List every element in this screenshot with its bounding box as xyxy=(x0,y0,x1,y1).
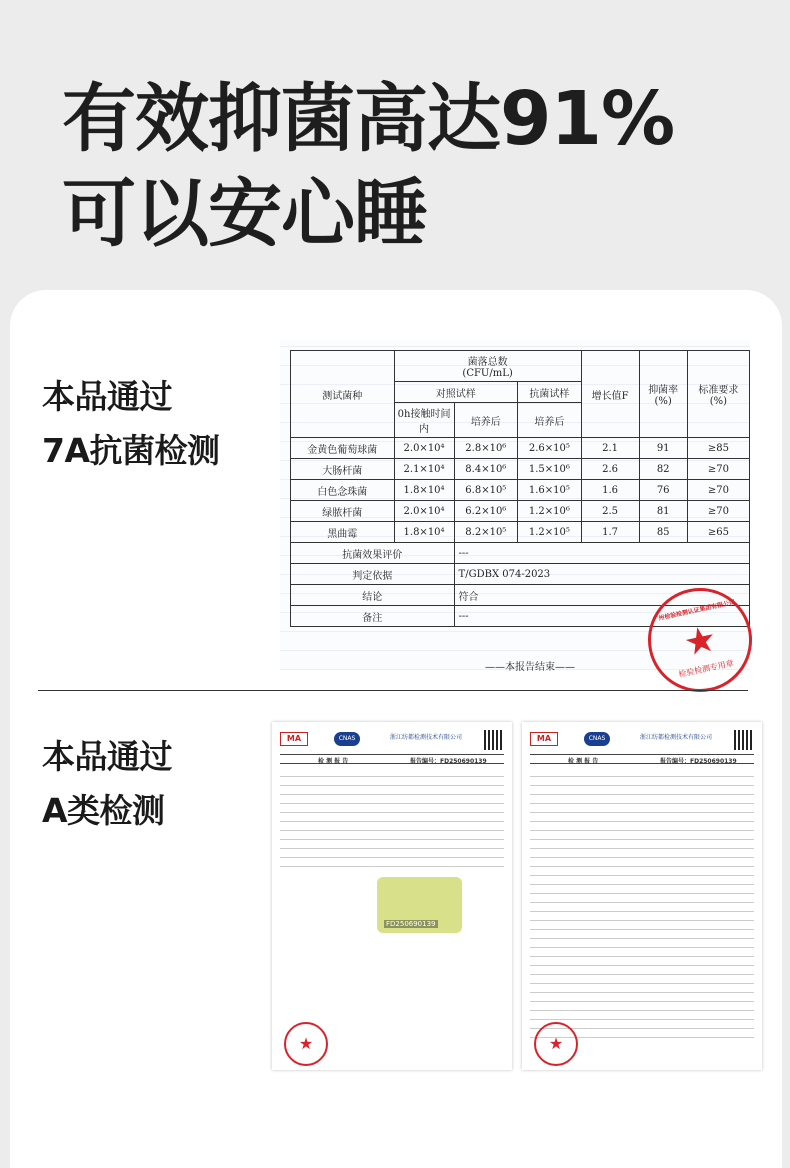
cell-rate: 91 xyxy=(639,438,687,459)
cell-rate: 76 xyxy=(639,480,687,501)
cell-c1: 8.4×10⁶ xyxy=(454,459,518,480)
headline-line1: 有效抑菌高达91% xyxy=(62,76,675,162)
sheet2-title-bar xyxy=(530,754,754,764)
th-antibacterial: 抗菌试样 xyxy=(518,382,582,403)
th-after-culture-2: 培养后 xyxy=(518,403,582,438)
sheet2-title: 检 测 报 告 xyxy=(568,758,599,765)
section2-label xyxy=(42,730,172,838)
stamp-star-icon: ★ xyxy=(548,1034,564,1053)
sample-id: FD250690139 xyxy=(386,920,436,928)
qr-code-icon xyxy=(734,730,754,750)
th-rate xyxy=(639,351,687,438)
cell-f: 2.1 xyxy=(581,438,639,459)
table-row xyxy=(291,564,750,585)
sheet1-title: 检 测 报 告 xyxy=(318,758,349,765)
cell-f: 1.6 xyxy=(581,480,639,501)
cell-f: 2.5 xyxy=(581,501,639,522)
cell-a1: 1.6×10⁵ xyxy=(518,480,582,501)
cell-c1: 2.8×10⁶ xyxy=(454,438,518,459)
th-control: 对照试样 xyxy=(394,382,518,403)
cell-req: ≥70 xyxy=(687,501,749,522)
th-count xyxy=(394,351,581,382)
th-growth: 增长值F xyxy=(581,351,639,438)
sheet1-rows xyxy=(280,768,504,867)
cell-a1: 1.2×10⁵ xyxy=(518,522,582,543)
th-strain: 测试菌种 xyxy=(291,351,395,438)
report-end-text: ——本报告结束—— xyxy=(485,662,575,673)
section2-label-line1: 本品通过 xyxy=(42,737,172,776)
cell-a1: 2.6×10⁵ xyxy=(518,438,582,459)
cell-c0: 2.0×10⁴ xyxy=(394,438,454,459)
cell-rate: 85 xyxy=(639,522,687,543)
ma-logo-icon: MA xyxy=(530,732,558,746)
cell-c1: 6.8×10⁵ xyxy=(454,480,518,501)
cell-f: 2.6 xyxy=(581,459,639,480)
test-report-sheet-1 xyxy=(272,722,512,1070)
sheet2-rows xyxy=(530,768,754,1038)
section1-label-line2: 7A抗菌检测 xyxy=(42,431,220,470)
footer-key: 结论 xyxy=(291,585,455,606)
table-row xyxy=(291,522,750,543)
cell-req: ≥65 xyxy=(687,522,749,543)
section1-label-line1: 本品通过 xyxy=(42,377,172,416)
cell-strain: 金黄色葡萄球菌 xyxy=(291,438,395,459)
headline xyxy=(62,72,674,262)
stamp-bottom-text: 检验检测专用章 xyxy=(677,658,735,680)
cell-strain: 绿脓杆菌 xyxy=(291,501,395,522)
ma-logo-icon: MA xyxy=(280,732,308,746)
th-standard-label: 标准要求 xyxy=(698,385,739,396)
sheet1-report-no: 报告编号：FD250690139 xyxy=(410,758,487,765)
table-row xyxy=(291,543,750,564)
sheet1-org-name: 浙江纺都检测技术有限公司 xyxy=(390,734,463,741)
cell-rate: 81 xyxy=(639,501,687,522)
th-count-unit: (CFU/mL) xyxy=(462,368,513,379)
cell-rate: 82 xyxy=(639,459,687,480)
cnas-logo-icon: CNAS xyxy=(584,732,610,746)
th-after-culture: 培养后 xyxy=(454,403,518,438)
sheet1-logo-row xyxy=(280,730,504,750)
cell-c0: 2.1×10⁴ xyxy=(394,459,454,480)
cell-f: 1.7 xyxy=(581,522,639,543)
cell-c0: 1.8×10⁴ xyxy=(394,522,454,543)
th-standard-unit: (%) xyxy=(709,396,728,407)
th-count-label: 菌落总数 xyxy=(467,357,508,368)
footer-value: T/GDBX 074-2023 xyxy=(454,564,749,585)
cell-strain: 白色念珠菌 xyxy=(291,480,395,501)
sheet2-stamp xyxy=(534,1022,578,1066)
section-divider xyxy=(38,690,748,691)
section1-label xyxy=(42,370,220,478)
cell-a1: 1.5×10⁶ xyxy=(518,459,582,480)
footer-key: 备注 xyxy=(291,606,455,627)
stamp-star-icon: ★ xyxy=(680,618,721,665)
antibacterial-report xyxy=(280,340,750,680)
footer-key: 判定依据 xyxy=(291,564,455,585)
cell-req: ≥70 xyxy=(687,459,749,480)
headline-line2: 可以安心睡 xyxy=(62,171,427,257)
footer-value: --- xyxy=(454,543,749,564)
th-rate-label: 抑菌率 xyxy=(648,385,679,396)
cnas-logo-icon: CNAS xyxy=(334,732,360,746)
cell-req: ≥85 xyxy=(687,438,749,459)
footer-key: 抗菌效果评价 xyxy=(291,543,455,564)
cell-strain: 大肠杆菌 xyxy=(291,459,395,480)
antibacterial-table xyxy=(290,350,750,627)
footer-value: --- xyxy=(454,606,749,627)
sheet2-report-no: 报告编号：FD250690139 xyxy=(660,758,737,765)
cell-c1: 6.2×10⁶ xyxy=(454,501,518,522)
cell-c0: 2.0×10⁴ xyxy=(394,501,454,522)
table-row xyxy=(291,459,750,480)
cell-c0: 1.8×10⁴ xyxy=(394,480,454,501)
cell-strain: 黑曲霉 xyxy=(291,522,395,543)
footer-value: 符合 xyxy=(454,585,749,606)
th-contact-0h: 0h接触时间内 xyxy=(394,403,454,438)
sheet1-title-bar xyxy=(280,754,504,764)
sheet1-stamp xyxy=(284,1022,328,1066)
section2-label-line2: A类检测 xyxy=(42,791,165,830)
qr-code-icon xyxy=(484,730,504,750)
table-row xyxy=(291,480,750,501)
table-row xyxy=(291,438,750,459)
cell-a1: 1.2×10⁶ xyxy=(518,501,582,522)
content-card xyxy=(10,290,782,1168)
sheet2-logo-row xyxy=(530,730,754,750)
stamp-text: 广州检验检测认证集团有限公司 xyxy=(652,598,736,624)
table-row xyxy=(291,501,750,522)
cell-c1: 8.2×10⁵ xyxy=(454,522,518,543)
th-standard xyxy=(687,351,749,438)
sheet2-org-name: 浙江纺都检测技术有限公司 xyxy=(640,734,713,741)
th-rate-unit: (%) xyxy=(654,396,672,407)
stamp-star-icon: ★ xyxy=(298,1034,314,1053)
cell-req: ≥70 xyxy=(687,480,749,501)
test-report-sheet-2 xyxy=(522,722,762,1070)
